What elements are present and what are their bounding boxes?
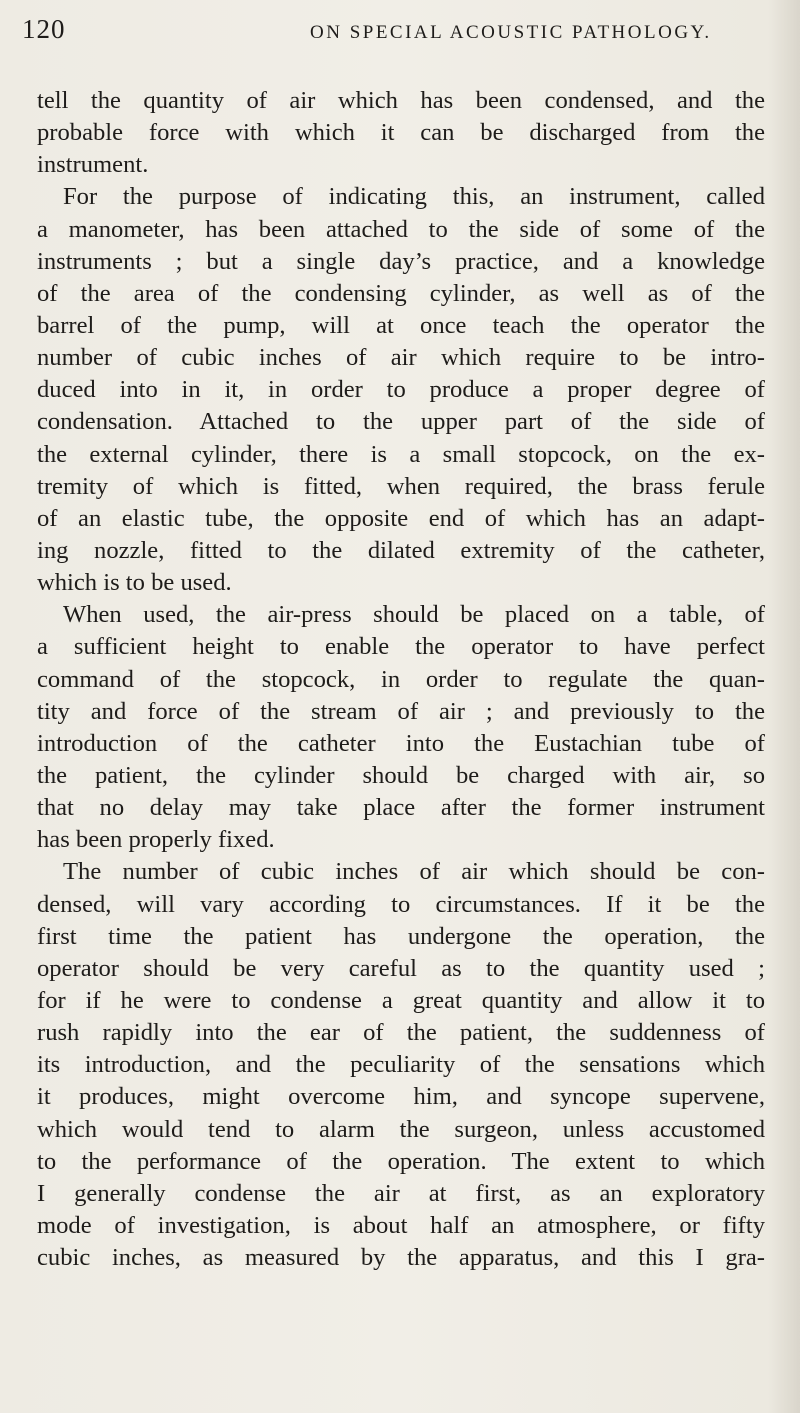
text-line: instruments ; but a single day’s practice, and a knowledge (37, 247, 765, 275)
text-line: rush rapidly into the ear of the patient, the suddenness of (37, 1019, 765, 1047)
body-text (37, 85, 765, 1274)
text-line: I generally condense the air at first, as an exploratory (37, 1179, 765, 1207)
text-line: to the performance of the operation. The extent to which (37, 1147, 765, 1175)
text-line: command of the stopcock, in order to regulate the quan- (37, 665, 765, 693)
text-line: a sufficient height to enable the operator to have perfect (37, 633, 765, 661)
text-line: of the area of the condensing cylinder, as well as of the (37, 279, 765, 307)
text-line: for if he were to condense a great quantity and allow it to (37, 986, 765, 1014)
text-line: When used, the air-press should be placed on a table, of (63, 601, 765, 629)
text-line: condensation. Attached to the upper part of the side of (37, 408, 765, 436)
text-line: cubic inches, as measured by the apparatus, and this I gra- (37, 1244, 765, 1272)
text-line: that no delay may take place after the former instrument (37, 794, 765, 822)
text-line: barrel of the pump, will at once teach the operator the (37, 311, 765, 339)
running-head (22, 14, 782, 54)
text-line: has been properly fixed. (37, 826, 275, 854)
text-line: which would tend to alarm the surgeon, unless accustomed (37, 1115, 765, 1143)
text-line: the patient, the cylinder should be charged with air, so (37, 761, 765, 789)
text-line: number of cubic inches of air which require to be intro- (37, 344, 765, 372)
text-line: first time the patient has undergone the operation, the (37, 922, 765, 950)
running-title: ON SPECIAL ACOUSTIC PATHOLOGY. (310, 22, 712, 43)
text-line: its introduction, and the peculiarity of the sensations which (37, 1051, 765, 1079)
text-line: the external cylinder, there is a small stopcock, on the ex- (37, 440, 765, 468)
text-line: probable force with which it can be discharged from the (37, 119, 765, 147)
page-number: 120 (22, 14, 66, 44)
text-line: instrument. (37, 151, 149, 179)
text-line: it produces, might overcome him, and syncope supervene, (37, 1083, 765, 1111)
text-line: which is to be used. (37, 569, 232, 597)
text-line: mode of investigation, is about half an atmosphere, or fifty (37, 1211, 765, 1239)
text-line: operator should be very careful as to the quantity used ; (37, 954, 765, 982)
text-line: tity and force of the stream of air ; and previously to the (37, 697, 765, 725)
text-line: ing nozzle, fitted to the dilated extremity of the catheter, (37, 536, 765, 564)
text-line: densed, will vary according to circumstances. If it be the (37, 890, 765, 918)
text-line: of an elastic tube, the opposite end of which has an adapt- (37, 504, 765, 532)
text-line: The number of cubic inches of air which should be con- (63, 858, 765, 886)
text-line: duced into in it, in order to produce a proper degree of (37, 376, 765, 404)
text-line: For the purpose of indicating this, an instrument, called (63, 183, 765, 211)
text-line: introduction of the catheter into the Eustachian tube of (37, 729, 765, 757)
text-line: tremity of which is fitted, when required, the brass ferule (37, 472, 765, 500)
text-line: tell the quantity of air which has been condensed, and the (37, 87, 765, 114)
text-line: a manometer, has been attached to the side of some of the (37, 215, 765, 243)
